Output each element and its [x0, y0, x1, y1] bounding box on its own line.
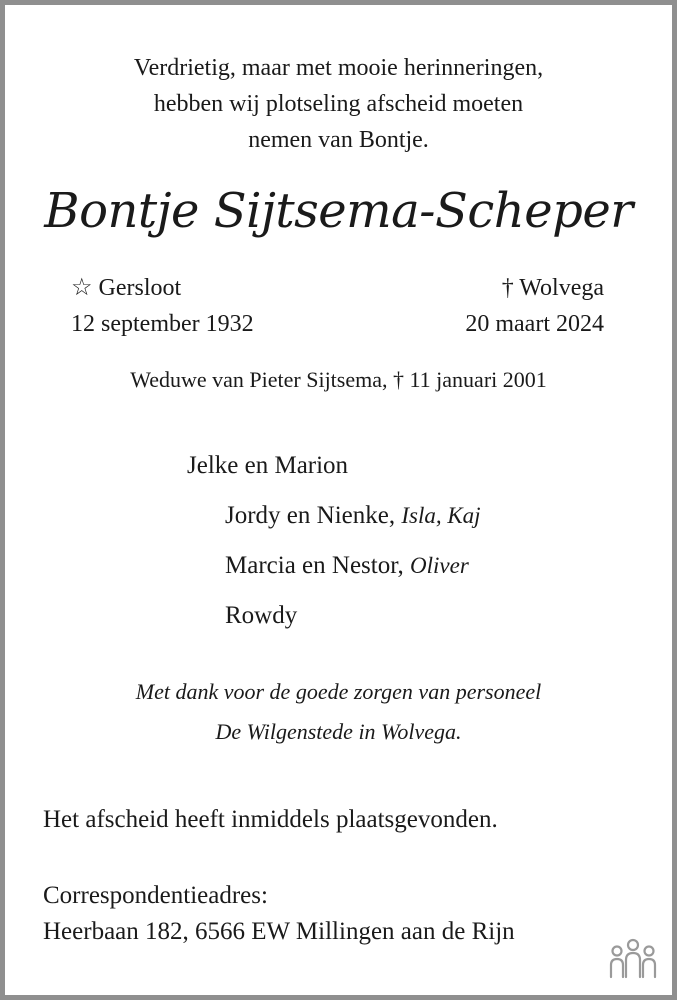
thanks-text	[5, 672, 672, 752]
birth-info	[71, 270, 254, 342]
star-icon: ☆	[71, 275, 93, 301]
list-item	[225, 591, 297, 641]
thanks-line-1: Met dank voor de goede zorgen van personeel	[135, 679, 542, 704]
birth-date: 12 september 1932	[71, 311, 254, 337]
death-place-line	[465, 270, 604, 306]
intro-line-2: hebben wij plotseling afscheid moeten	[153, 91, 524, 117]
grandchild-names: Marcia en Nestor,	[225, 552, 404, 579]
deceased-name: Bontje Sijtsema-Scheper	[44, 183, 633, 239]
intro-line-1: Verdrietig, maar met mooie herinneringen,	[133, 55, 544, 81]
address-label: Correspondentieadres:	[43, 882, 268, 909]
farewell-text: Het afscheid heeft inmiddels plaatsgevonden.	[43, 806, 498, 833]
thanks-line-2: De Wilgenstede in Wolvega.	[215, 719, 462, 744]
grandchild-names: Rowdy	[225, 602, 298, 629]
intro-line-3: nemen van Bontje.	[248, 127, 429, 153]
correspondence-address	[43, 878, 515, 950]
list-item	[225, 541, 469, 591]
address-street: Heerbaan 182, 6566 EW Millingen aan de Rijn	[43, 918, 515, 945]
family-group-icon	[608, 937, 658, 981]
cross-icon: †	[501, 275, 514, 301]
death-date: 20 maart 2024	[465, 311, 604, 337]
grandchild-names: Jordy en Nienke,	[225, 502, 396, 529]
family-child: Jelke en Marion	[187, 452, 349, 479]
great-grandchild-names: Oliver	[410, 553, 469, 578]
intro-text	[5, 50, 672, 158]
birth-place: Gersloot	[98, 275, 182, 301]
death-place: Wolvega	[519, 275, 604, 301]
great-grandchild-names: Isla, Kaj	[401, 503, 481, 528]
widow-line: Weduwe van Pieter Sijtsema, † 11 januari 2001	[130, 367, 547, 392]
death-info	[465, 270, 604, 342]
birth-place-line	[71, 270, 254, 306]
list-item	[225, 491, 481, 541]
